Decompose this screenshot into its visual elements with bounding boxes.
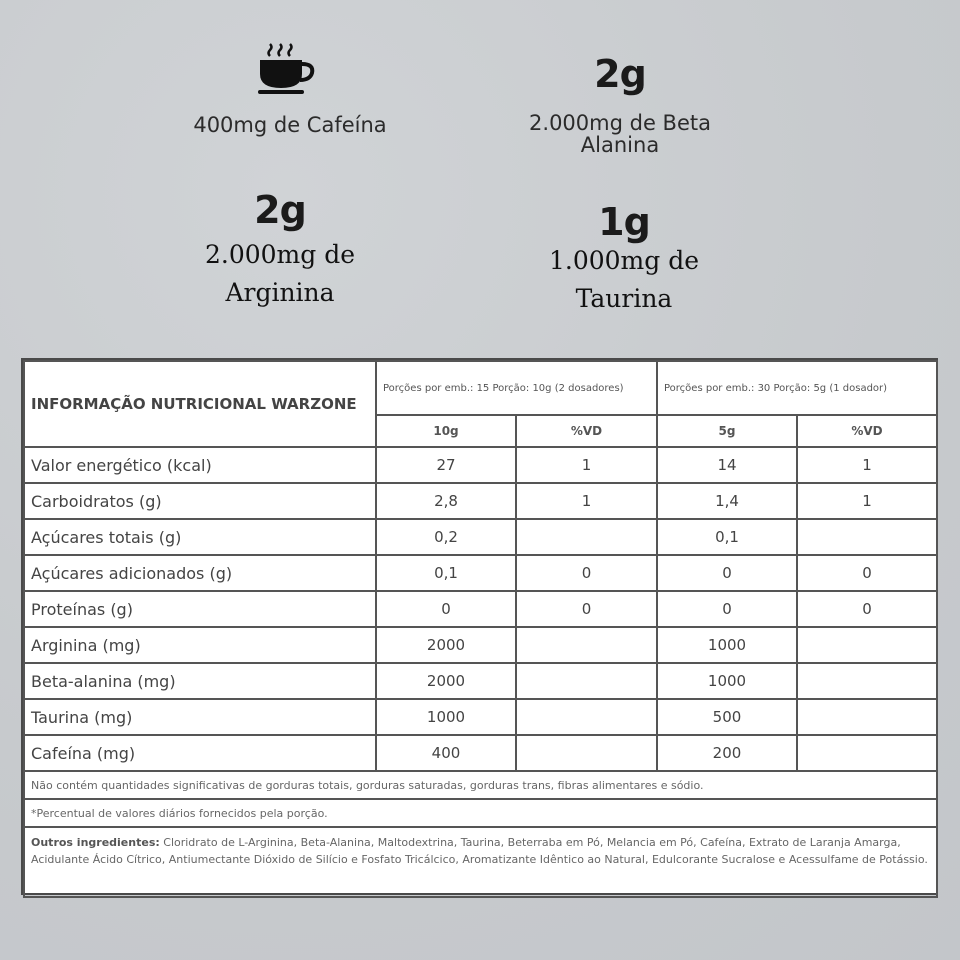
ingredients-label: Outros ingredientes: [31, 836, 160, 849]
table-row [24, 699, 937, 735]
nutrition-table [21, 358, 938, 895]
row-value-5g: 0 [657, 591, 797, 627]
row-vd-10g [516, 519, 657, 555]
row-label: Valor energético (kcal) [24, 447, 376, 483]
row-value-10g: 2,8 [376, 483, 516, 519]
row-vd-10g: 0 [516, 591, 657, 627]
row-value-10g: 27 [376, 447, 516, 483]
caffeine-feature [150, 114, 430, 136]
row-vd-10g [516, 735, 657, 771]
table-title: INFORMAÇÃO NUTRICIONAL WARZONE [24, 361, 376, 447]
row-vd-10g: 1 [516, 447, 657, 483]
row-vd-5g: 0 [797, 555, 937, 591]
row-value-5g: 500 [657, 699, 797, 735]
row-value-5g: 0,1 [657, 519, 797, 555]
row-label: Taurina (mg) [24, 699, 376, 735]
footnote-no-significant: Não contém quantidades significativas de gorduras totais, gorduras saturadas, gorduras trans, fibras alimentares e sódio. [24, 771, 937, 799]
row-value-5g: 1000 [657, 627, 797, 663]
taurine-amount: 1g [598, 200, 650, 244]
taurine-feature [484, 200, 764, 318]
row-value-10g: 2000 [376, 627, 516, 663]
row-vd-10g [516, 663, 657, 699]
table-row [24, 591, 937, 627]
col-10g: 10g [376, 415, 516, 447]
row-value-10g: 0,1 [376, 555, 516, 591]
row-vd-5g [797, 699, 937, 735]
table-row [24, 627, 937, 663]
row-value-10g: 0 [376, 591, 516, 627]
portion-10g-header: Porções por emb.: 15 Porção: 10g (2 dosadores) [376, 361, 657, 415]
row-value-5g: 1000 [657, 663, 797, 699]
arginine-line2: Arginina [225, 278, 335, 307]
row-value-5g: 14 [657, 447, 797, 483]
taurine-line1: 1.000mg de [548, 246, 700, 275]
row-label: Açúcares totais (g) [24, 519, 376, 555]
col-10g-vd: %VD [516, 415, 657, 447]
table-row [24, 735, 937, 771]
row-label: Carboidratos (g) [24, 483, 376, 519]
arginine-feature [140, 188, 420, 312]
row-vd-10g: 0 [516, 555, 657, 591]
row-value-5g: 1,4 [657, 483, 797, 519]
other-ingredients [24, 827, 937, 897]
row-vd-5g [797, 735, 937, 771]
table-row [24, 519, 937, 555]
footnote-daily-values: *Percentual de valores diários fornecidos pela porção. [24, 799, 937, 827]
arginine-line1: 2.000mg de [204, 240, 356, 269]
row-vd-5g [797, 663, 937, 699]
row-vd-10g: 1 [516, 483, 657, 519]
coffee-cup-icon [256, 40, 320, 96]
row-vd-5g [797, 519, 937, 555]
row-vd-10g [516, 699, 657, 735]
table-row [24, 663, 937, 699]
row-value-5g: 0 [657, 555, 797, 591]
row-value-10g: 400 [376, 735, 516, 771]
arginine-amount: 2g [254, 188, 306, 232]
row-label: Cafeína (mg) [24, 735, 376, 771]
row-value-10g: 0,2 [376, 519, 516, 555]
row-vd-5g: 1 [797, 483, 937, 519]
beta-alanine-line2: Alanina [580, 133, 660, 157]
row-label: Arginina (mg) [24, 627, 376, 663]
ingredients-text: Cloridrato de L-Arginina, Beta-Alanina, Maltodextrina, Taurina, Beterraba em Pó, Melancia em Pó, Cafeína, Extrato de Laranja Amarga, Acidulante Ácido Cítrico, Antiumectante Dióxido de Silício e Fosfato Tricálcico, Aromatizante Idêntico ao Natural, Edulcorante Sucralose e Acessulfame de Potássio. [31, 836, 928, 866]
table-row [24, 483, 937, 519]
table-row [24, 447, 937, 483]
row-vd-5g [797, 627, 937, 663]
beta-alanine-feature [480, 52, 760, 156]
col-5g: 5g [657, 415, 797, 447]
row-vd-5g: 1 [797, 447, 937, 483]
row-label: Açúcares adicionados (g) [24, 555, 376, 591]
caffeine-label: 400mg de Cafeína [193, 113, 387, 137]
beta-alanine-amount: 2g [594, 52, 646, 96]
row-label: Proteínas (g) [24, 591, 376, 627]
taurine-line2: Taurina [575, 284, 673, 313]
table-row [24, 555, 937, 591]
beta-alanine-line1: 2.000mg de Beta [529, 111, 711, 135]
row-value-10g: 1000 [376, 699, 516, 735]
row-vd-5g: 0 [797, 591, 937, 627]
col-5g-vd: %VD [797, 415, 937, 447]
portion-5g-header: Porções por emb.: 30 Porção: 5g (1 dosador) [657, 361, 937, 415]
row-label: Beta-alanina (mg) [24, 663, 376, 699]
row-value-10g: 2000 [376, 663, 516, 699]
row-vd-10g [516, 627, 657, 663]
row-value-5g: 200 [657, 735, 797, 771]
